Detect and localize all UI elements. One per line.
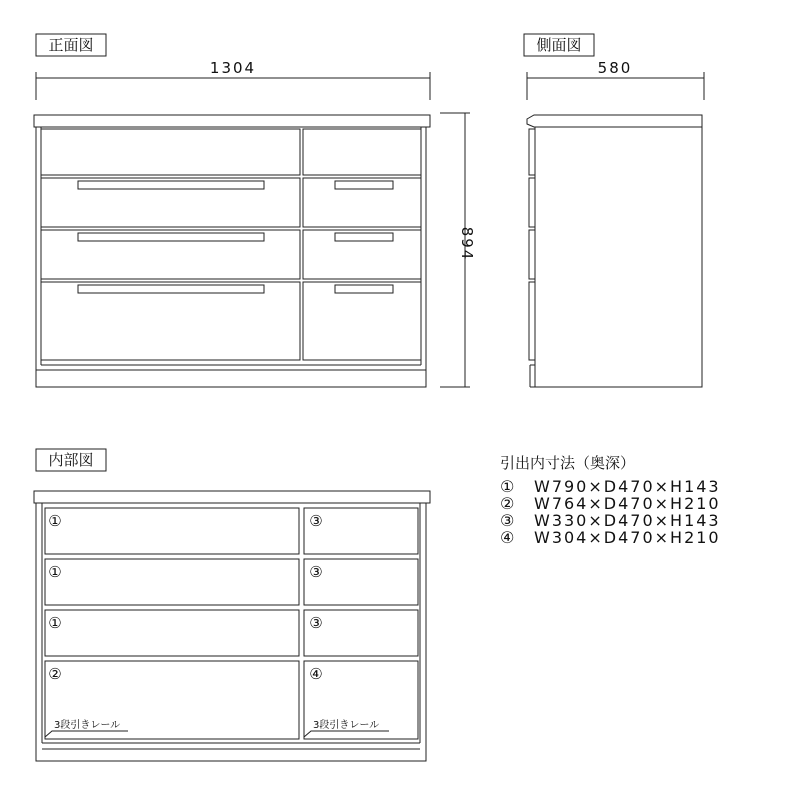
front-height-dimension: 894: [458, 226, 476, 262]
interior-view-title: 内部図: [48, 451, 94, 469]
interior-drawer-left-3: [45, 610, 299, 656]
inner-dimension-size: W790×D470×H143: [534, 477, 721, 496]
interior-mark-right-2: ③: [309, 563, 323, 581]
interior-mark-right-3: ③: [309, 614, 323, 632]
front-drawer-left-1: [41, 129, 300, 175]
front-handle-left-3: [78, 233, 264, 241]
inner-dimension-size: W304×D470×H210: [534, 528, 721, 547]
interior-mark-left-2: ①: [48, 563, 62, 581]
front-drawer-right-3: [303, 230, 421, 279]
side-view-title: 側面図: [536, 36, 582, 54]
inner-dimension-mark: ④: [500, 528, 517, 547]
front-drawer-right-1: [303, 129, 421, 175]
interior-top-panel: [34, 491, 430, 503]
inner-dimension-row: [500, 529, 721, 546]
front-body: [36, 127, 426, 387]
side-depth-dimension: 580: [597, 59, 633, 77]
front-view-title: 正面図: [48, 36, 94, 54]
rail-left-label: 3段引きレール: [54, 720, 121, 731]
front-drawer-right-2: [303, 178, 421, 227]
inner-dimension-mark: ③: [500, 511, 517, 530]
front-drawer-right-4: [303, 282, 421, 360]
interior-drawer-left-1: [45, 508, 299, 554]
front-view: [34, 34, 470, 387]
inner-dimension-mark: ①: [500, 477, 517, 496]
inner-dimensions-title: 引出内寸法（奥深）: [500, 454, 636, 472]
rail-right-label: 3段引きレール: [313, 720, 380, 731]
inner-dimension-size: W764×D470×H210: [534, 494, 721, 513]
inner-dimension-mark: ②: [500, 494, 517, 513]
front-drawer-left-4: [41, 282, 300, 360]
inner-dimension-size: W330×D470×H143: [534, 511, 721, 530]
interior-view: [34, 449, 430, 761]
side-body: [535, 127, 702, 387]
front-handle-right-2: [335, 181, 393, 189]
rail-left-leader: [45, 731, 128, 737]
front-drawer-left-2: [41, 178, 300, 227]
side-view: [524, 34, 704, 387]
interior-mark-left-3: ①: [48, 614, 62, 632]
inner-dimension-row: [500, 495, 721, 512]
inner-dimension-row: [500, 512, 721, 529]
interior-mark-right-1: ③: [309, 512, 323, 530]
front-handle-left-4: [78, 285, 264, 293]
interior-drawer-left-2: [45, 559, 299, 605]
side-top-panel: [527, 115, 702, 127]
front-handle-right-3: [335, 233, 393, 241]
front-drawer-left-3: [41, 230, 300, 279]
interior-mark-left-1: ①: [48, 512, 62, 530]
front-width-dimension: 1304: [209, 59, 257, 77]
rail-right-leader: [304, 731, 389, 737]
inner-dimensions-table: [500, 455, 721, 546]
inner-dimension-row: [500, 478, 721, 495]
interior-mark-right-4: ④: [309, 665, 323, 683]
front-top-panel: [34, 115, 430, 127]
interior-mark-left-4: ②: [48, 665, 62, 683]
front-handle-left-2: [78, 181, 264, 189]
front-handle-right-4: [335, 285, 393, 293]
